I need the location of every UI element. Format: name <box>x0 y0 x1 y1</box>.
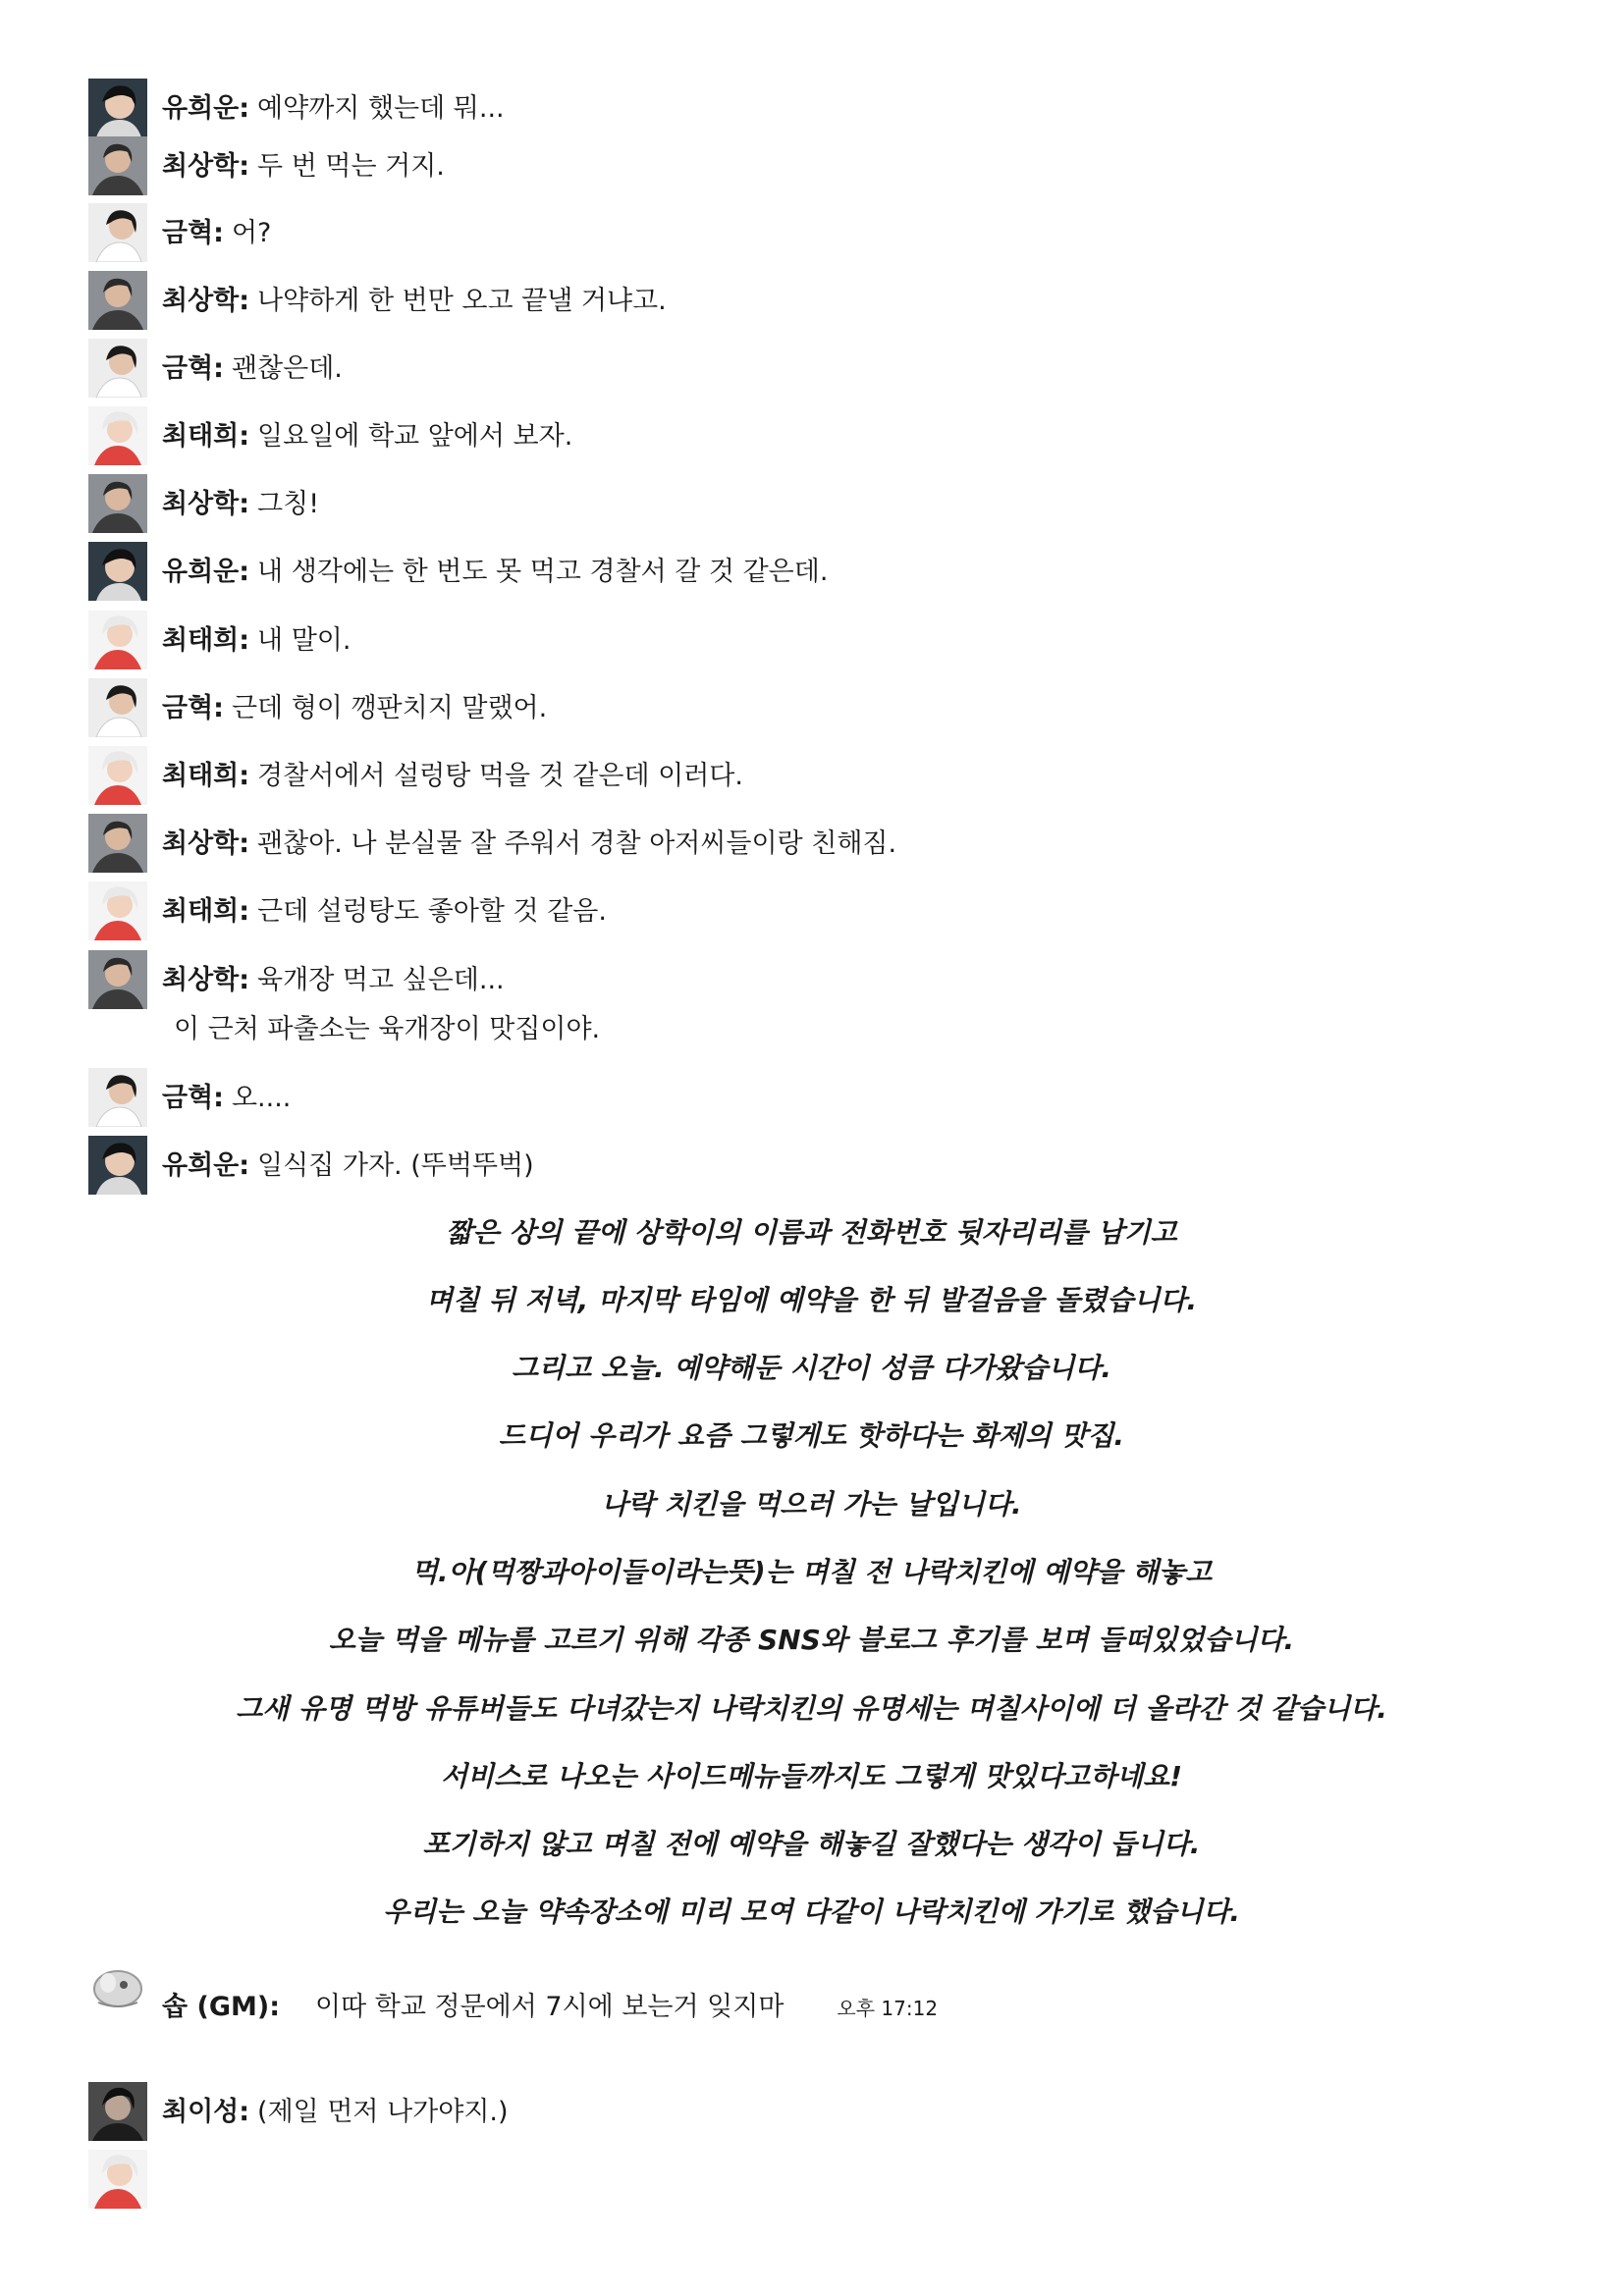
speaker-name: 최상학: <box>162 489 250 519</box>
narration-line: 드디어 우리가 요즘 그렇게도 핫하다는 화제의 맛집. <box>498 1419 1125 1452</box>
narration-line: 오늘 먹을 메뉴를 고르기 위해 각종 SNS와 블로그 후기를 보며 들떠있었습니다. <box>328 1624 1295 1656</box>
avatar <box>88 271 147 330</box>
speaker-name: 유희운: <box>162 1150 250 1181</box>
speaker-name: 최이성: <box>162 2097 250 2127</box>
avatar <box>88 542 147 601</box>
avatar <box>88 2150 147 2209</box>
speaker-name: 최상학: <box>162 828 250 859</box>
avatar <box>88 79 147 137</box>
narration-line: 그리고 오늘. 예약해둔 시간이 성큼 다가왔습니다. <box>512 1352 1111 1384</box>
avatar <box>88 1955 147 2014</box>
message-text: 예약까지 했는데 뭐... <box>257 93 505 124</box>
avatar <box>88 136 147 195</box>
message-text: 어? <box>231 218 272 248</box>
message-text: 그칭! <box>257 489 320 519</box>
avatar <box>88 611 147 669</box>
message-text: 이따 학교 정문에서 7시에 보는거 잊지마 <box>315 1992 784 2022</box>
narration-line: 며칠 뒤 저녁, 마지막 타임에 예약을 한 뒤 발걸음을 돌렸습니다. <box>425 1284 1198 1316</box>
message-timestamp: 오후 17:12 <box>837 1997 939 2020</box>
narration-line: 포기하지 않고 며칠 전에 예약을 해놓길 잘했다는 생각이 듭니다. <box>422 1828 1201 1860</box>
message-text: 근데 설렁탕도 좋아할 것 같음. <box>257 896 607 927</box>
avatar <box>88 406 147 465</box>
avatar <box>88 474 147 533</box>
speaker-name: 솝 (GM): <box>162 1992 280 2022</box>
speaker-name: 금혁: <box>162 1083 224 1113</box>
speaker-name: 금혁: <box>162 218 224 248</box>
narration-line: 그새 유명 먹방 유튜버들도 다녀갔는지 나락치킨의 유명세는 며칠사이에 더 올라간 것 같습니다. <box>236 1692 1387 1725</box>
message-text: 내 생각에는 한 번도 못 먹고 경찰서 갈 것 같은데. <box>257 557 829 587</box>
speaker-name: 최태희: <box>162 761 250 791</box>
message-text: 괜찮아. 나 분실물 잘 주워서 경찰 아저씨들이랑 친해짐. <box>257 828 897 859</box>
avatar <box>88 2082 147 2141</box>
message-text: (제일 먼저 나가야지.) <box>257 2097 509 2127</box>
avatar <box>88 814 147 873</box>
speaker-name: 금혁: <box>162 353 224 384</box>
narration-line: 먹.아(먹짱과아이들이라는뜻)는 며칠 전 나락치킨에 예약을 해놓고 <box>410 1556 1213 1588</box>
avatar <box>88 881 147 940</box>
speaker-name: 최상학: <box>162 286 250 316</box>
avatar <box>88 203 147 262</box>
narration-line: 나락 치킨을 먹으러 가는 날입니다. <box>601 1488 1022 1521</box>
avatar <box>88 1136 147 1195</box>
avatar <box>88 339 147 398</box>
speaker-name: 금혁: <box>162 693 224 723</box>
message-text: 내 말이. <box>257 625 352 656</box>
avatar <box>88 950 147 1009</box>
message-text: 일식집 가자. (뚜벅뚜벅) <box>257 1150 534 1181</box>
speaker-name: 최태희: <box>162 421 250 452</box>
speaker-name: 유희운: <box>162 557 250 587</box>
avatar <box>88 678 147 737</box>
message-continuation: 이 근처 파출소는 육개장이 맛집이야. <box>174 1014 601 1044</box>
narration-line: 우리는 오늘 약속장소에 미리 모여 다같이 나락치킨에 가기로 했습니다. <box>382 1896 1241 1928</box>
message-text: 나약하게 한 번만 오고 끝낼 거냐고. <box>257 286 667 316</box>
message-text: 경찰서에서 설렁탕 먹을 것 같은데 이러다. <box>257 761 743 791</box>
avatar <box>88 1068 147 1127</box>
message-text: 육개장 먹고 싶은데... <box>257 965 505 995</box>
message-text: 오.... <box>231 1083 292 1113</box>
speaker-name: 최태희: <box>162 625 250 656</box>
message-text: 근데 형이 깽판치지 말랬어. <box>231 693 548 723</box>
avatar <box>88 746 147 805</box>
speaker-name: 최상학: <box>162 965 250 995</box>
message-text: 괜찮은데. <box>231 353 343 384</box>
speaker-name: 최상학: <box>162 151 250 182</box>
message-text: 일요일에 학교 앞에서 보자. <box>257 421 573 452</box>
narration-line: 짧은 상의 끝에 상학이의 이름과 전화번호 뒷자리리를 남기고 <box>446 1216 1177 1249</box>
narration-line: 서비스로 나오는 사이드메뉴들까지도 그렇게 맛있다고하네요! <box>440 1760 1182 1792</box>
speaker-name: 최태희: <box>162 896 250 927</box>
message-text: 두 번 먹는 거지. <box>257 151 445 182</box>
speaker-name: 유희운: <box>162 93 250 124</box>
